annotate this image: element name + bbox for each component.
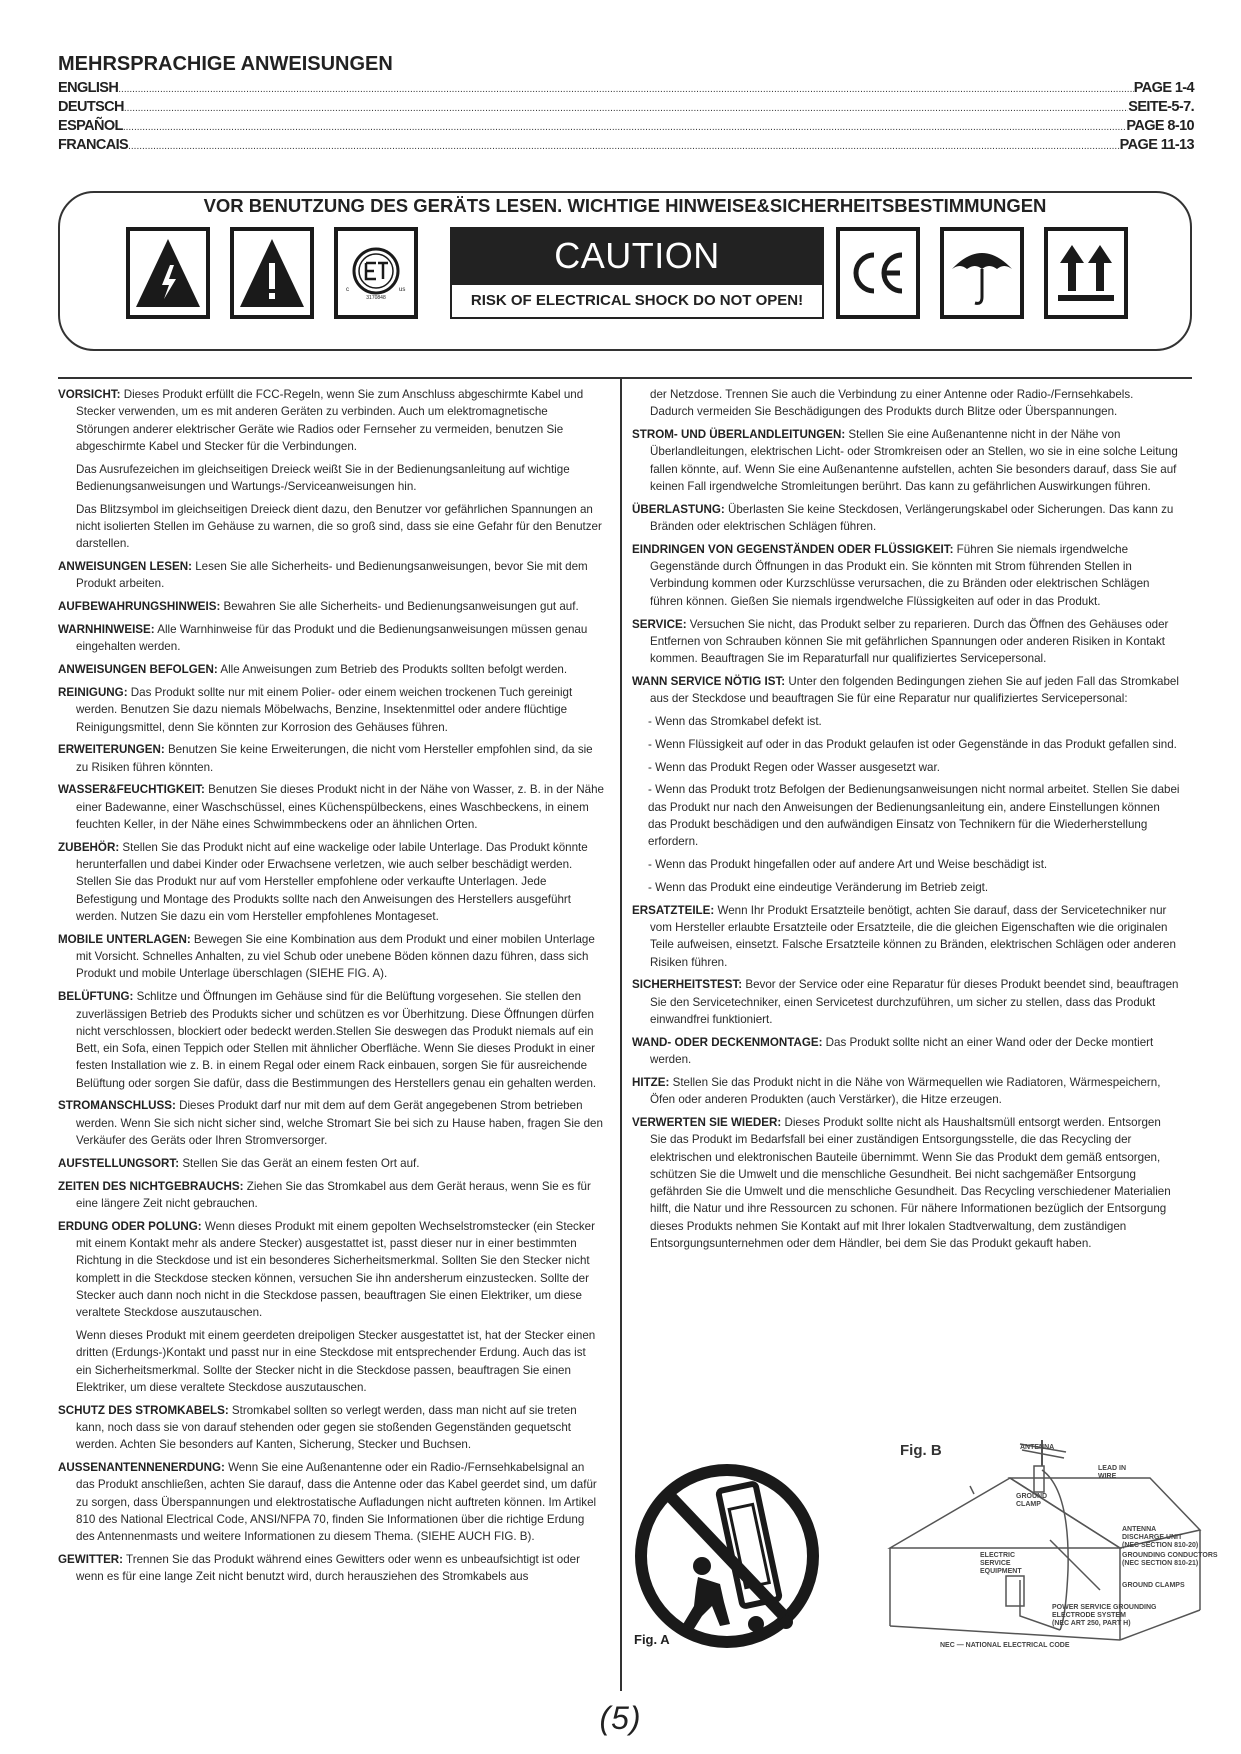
instruction-paragraph: VERWERTEN SIE WIEDER: Dieses Produkt sollte nicht als Haushaltsmüll entsorgt werden. Entsorgen Sie das Produkt im Bedarfsfall bei einer zuständigen Entsorgungsstelle, die das Recycling der elektrischen und elektronischen Bauteile übernimmt. Wenn Sie das Produkt dem gemäß entsorgen, schützen Sie die Umwelt und die menschliche Gesundheit. Bei nicht sachgemäßer Entsorgung gefährden Sie die Umwelt und die menschliche Gesundheit. Das Recycling verschiedener Materialien hilft, die Natur und ihre Ressourcen zu schonen. Für nähere Informationen bezüglich der Entsorgung dieses Produkts nehmen Sie Kontakt auf mit Ihrer lokalen Stadtverwaltung, dem zuständigen Entsorgungsunternehmen oder dem Händler, bei dem Sie das Produkt gekauft haben.: [632, 1115, 1171, 1251]
instruction-paragraph: MOBILE UNTERLAGEN: Bewegen Sie eine Kombination aus dem Produkt und einer mobilen Unterlage mit Vorsicht. Schnelles Anhalten, zu viel Schub oder unebene Böden können dazu führen, dass sich Produkt und mobile Unterlage überschlagen (SIEHE FIG. A).: [58, 932, 595, 981]
fig-b-label-discharge: ANTENNA DISCHARGE UNIT (NEC SECTION 810-20): [1122, 1526, 1199, 1549]
warning-title: VOR BENUTZUNG DES GERÄTS LESEN. WICHTIGE HINWEISE&SICHERHEITSBESTIMMUNGEN: [203, 195, 1047, 216]
instruction-paragraph: Wenn dieses Produkt mit einem geerdeten dreipoligen Stecker ausgestattet ist, hat der Stecker einen dritten (Erdungs-)Kontakt und passt nur in eine Steckdose mit entsprechender Erdung. Auch das ist ein Sicherheitsmerkmal. Sollte der Stecker nicht in die Steckdose passen, beauftragen Sie einen Elektriker, um diese veraltete Steckdose auszutauschen.: [76, 1329, 596, 1394]
fig-b-label-nec: NEC — NATIONAL ELECTRICAL CODE: [940, 1642, 1070, 1649]
instruction-paragraph: ÜBERLASTUNG: Überlasten Sie keine Steckdosen, Verlängerungskabel oder Sicherungen. Das kann zu Bränden oder elektrischen Schlägen führen.: [632, 502, 1174, 534]
instruction-paragraph: BELÜFTUNG: Schlitze und Öffnungen im Gehäuse sind für die Belüftung vorgesehen. Sie stellen den zuverlässigen Betrieb des Produkts sicher und schützen es vor Überhitzung. Diese Öffnungen dürfen nicht verschlossen, blockiert oder bedeckt werden.Stellen Sie deswegen das Produkt niemals auf ein Bett, ein Sofa, einen Teppich oder Stellen mit ähnlicher Oberfläche. Wenn Sie dieses Produkt in einer festen Installation wie z. B. in einem Regal oder einem Rack einbauen, sorgen Sie für ausreichende Belüftung oder sorgen Sie dafür, dass die Bestimmungen des Herstellers genau ein gehalten werden.: [58, 990, 597, 1090]
left-column: [58, 386, 604, 1591]
instruction-paragraph: Das Blitzsymbol im gleichseitigen Dreieck dient dazu, den Benutzer vor gefährlichen Spannungen an nicht isolierten Stellen im Gehäuse zu warnen, die so groß sind, dass sie eine Gefahr für den Benutzer darstellen.: [76, 502, 602, 551]
instruction-paragraph: STROM- UND ÜBERLANDLEITUNGEN: Stellen Sie eine Außenantenne nicht in der Nähe von Überlandleitungen, elektrischen Licht- oder Stromkreisen oder an Stellen, wo sie in eine solche Leitung fallen könnte, auf. Wenn Sie eine Außenantenne aufstellen, achten Sie besonders darauf, dass Sie auf keinen Fall irgendwelche Stromleitungen berührt. Das kann zu gefährlichen Auswirkungen führen.: [632, 428, 1178, 493]
instruction-paragraph: Das Ausrufezeichen im gleichseitigen Dreieck weißt Sie in der Bedienungsanleitung auf wichtige Bedienungsanweisungen und Wartungs-/Serviceanweisungen hin.: [76, 462, 570, 493]
instruction-paragraph: AUFSTELLUNGSORT: Stellen Sie das Gerät an einem festen Ort auf.: [58, 1156, 420, 1170]
instruction-paragraph: ERSATZTEILE: Wenn Ihr Produkt Ersatzteile benötigt, achten Sie darauf, dass der Servicetechniker nur vom Hersteller erlaubte Ersatzteile oder Ersatzteile, die die gleichen Eigenschaften wie die originalen Teile aufweisen, einsetzt. Falsche Ersatzteile können zu Bränden, elektrischen Schlägen oder anderen Risiken führen.: [632, 903, 1176, 969]
etl-right-mark: us: [399, 287, 406, 293]
instruction-paragraph: ZEITEN DES NICHTGEBRAUCHS: Ziehen Sie das Stromkabel aus dem Gerät heraus, wenn Sie es für eine längere Zeit nicht gebrauchen.: [58, 1179, 591, 1210]
instruction-paragraph: ZUBEHÖR: Stellen Sie das Produkt nicht auf eine wackelige oder labile Unterlage. Das Produkt könnte herunterfallen und dabei Kinder oder Erwachsene verletzen, wie auch selber beschädigt werden. Stellen Sie das Produkt nur auf vom Hersteller empfohlene oder verkaufte Unterlagen. Jede Befestigung und Montage des Produkts sollte nach den Anweisungen des Herstellers ausgeführt werden. Nutzen Sie dazu ein vom Hersteller empfohlenes Montageset.: [58, 840, 588, 924]
fig-b-label-electric: ELECTRIC SERVICE EQUIPMENT: [980, 1552, 1022, 1575]
ce-mark-icon: [836, 227, 920, 319]
toc-language: ESPAÑOL: [58, 118, 123, 134]
instruction-paragraph: HITZE: Stellen Sie das Produkt nicht in die Nähe von Wärmequellen wie Radiatoren, Wärmespeichern, Öfen oder anderen Produkten (auch Verstärker), die Hitze erzeugen.: [632, 1075, 1161, 1107]
fig-b-label-lead-in: LEAD IN WIRE: [1098, 1465, 1126, 1480]
instruction-paragraph: WARNHINWEISE: Alle Warnhinweise für das Produkt und die Bedienungsanweisungen müssen genau eingehalten werden.: [58, 623, 588, 654]
etl-listed-icon: [334, 227, 418, 319]
service-condition-item: - Wenn das Produkt hingefallen oder auf andere Art und Weise beschädigt ist.: [648, 858, 1048, 872]
service-condition-item: - Wenn das Stromkabel defekt ist.: [648, 715, 822, 729]
instruction-paragraph: SICHERHEITSTEST: Bevor der Service oder eine Reparatur für dieses Produkt beendet sind, beauftragen Sie den Servicetechniker, einen Servicetest durchzuführen, um sicher zu stellen, dass das Produkt einwandfrei funktioniert.: [632, 978, 1179, 1026]
instruction-paragraph: ERWEITERUNGEN: Benutzen Sie keine Erweiterungen, die nicht vom Hersteller empfohlen sind, da sie zu Risiken führen könnten.: [58, 743, 593, 774]
instruction-paragraph: STROMANSCHLUSS: Dieses Produkt darf nur mit dem auf dem Gerät angegebenen Strom betrieben werden. Wenn Sie sich nicht sicher sind, welche Stromart Sie bei sich zu Hause haben, fragen Sie den Verkäufer des Geräts oder Ihren Stromversorger.: [58, 1099, 603, 1148]
toc-leader: [124, 103, 1128, 114]
instruction-paragraph: AUSSENANTENNENERDUNG: Wenn Sie eine Außenantenne oder ein Radio-/Fernsehkabelsignal an das Produkt anschließen, achten Sie darauf, dass die Antenne oder das Kabel geerdet sind, um dafür zu sorgen, dass Überspannungen und elektrostatische Aufladungen nicht auftreten können. Im Artikel 810 des National Electrical Code, ANSI/NFPA 70, finden Sie Informationen über die richtige Erdung des Antennenmasts und weitere Informationen zu diesem Thema. (SIEHE AUCH FIG. B).: [58, 1461, 597, 1544]
cart-tipover-figure: [632, 1456, 822, 1656]
toc-page-ref: PAGE 11-13: [1119, 137, 1194, 153]
toc-row-espanol: [58, 118, 1194, 137]
toc-leader: [123, 122, 1127, 133]
fig-b-label-power: POWER SERVICE GROUNDING ELECTRODE SYSTEM (NEC ART 250, PART H): [1052, 1604, 1157, 1627]
etl-number: 3170848: [366, 295, 386, 301]
right-column: [632, 386, 1180, 1258]
etl-left-mark: c: [346, 287, 349, 293]
fig-b-label: Fig. B: [900, 1442, 942, 1459]
service-condition-item: - Wenn das Produkt trotz Befolgen der Bedienungsanweisungen nicht normal arbeitet. Stellen Sie dabei das Produkt nur nach den Anweisungen der Bedienungsanleitung ein, andere Einstellungen können das Produkt beschädigen und den aufwändigen Einsatz von Technikern für die Wiederherstellung erfordern.: [648, 783, 1180, 849]
exclamation-warning-icon: [230, 227, 314, 319]
column-divider: [620, 379, 622, 1691]
toc-leader: [118, 84, 1134, 95]
safety-warning-box: [58, 191, 1192, 351]
fig-b-label-antenna: ANTENNA: [1020, 1444, 1055, 1451]
instruction-paragraph: der Netzdose. Trennen Sie auch die Verbindung zu einer Antenne oder Radio-/Fernsehkabels. Dadurch vermeiden Sie Beschädigungen des Produkts durch Blitze oder Überspannungen.: [650, 388, 1134, 419]
toc-leader: [128, 141, 1120, 152]
instruction-paragraph: AUFBEWAHRUNGSHINWEIS: Bewahren Sie alle Sicherheits- und Bedienungsanweisungen gut auf.: [58, 600, 579, 614]
lightning-warning-icon: [126, 227, 210, 319]
antenna-grounding-figure: [870, 1430, 1210, 1670]
toc-row-deutsch: [58, 99, 1194, 118]
caution-subtext: RISK OF ELECTRICAL SHOCK DO NOT OPEN!: [450, 285, 824, 319]
service-condition-item: - Wenn Flüssigkeit auf oder in das Produkt gelaufen ist oder Gegenstände in das Produkt gefallen sind.: [648, 737, 1177, 751]
document-title: MEHRSPRACHIGE ANWEISUNGEN: [58, 53, 393, 75]
service-condition-item: - Wenn das Produkt eine eindeutige Veränderung im Betrieb zeigt.: [648, 880, 989, 894]
toc-row-francais: [58, 137, 1194, 156]
toc-page-ref: PAGE 1-4: [1133, 80, 1194, 96]
toc-language: DEUTSCH: [58, 99, 124, 115]
page-number: (5): [599, 1700, 642, 1736]
fig-a-label: Fig. A: [634, 1632, 670, 1647]
instruction-paragraph: ANWEISUNGEN BEFOLGEN: Alle Anweisungen zum Betrieb des Produkts sollten befolgt werden.: [58, 663, 568, 677]
section-divider: [58, 377, 1192, 379]
instruction-paragraph: SCHUTZ DES STROMKABELS: Stromkabel sollten so verlegt werden, dass man nicht auf sie treten kann, noch dass sie von darauf stehenden oder gegen sie stoßenden Gegenständen gequetscht werden. Achten Sie besonders auf Kanten, Sicherung, Stecker und Buchsen.: [58, 1403, 577, 1452]
toc-page-ref: PAGE 8-10: [1126, 118, 1194, 134]
toc-row-english: [58, 80, 1194, 99]
instruction-paragraph: WAND- ODER DECKENMONTAGE: Das Produkt sollte nicht an einer Wand oder der Decke montiert werden.: [632, 1035, 1154, 1067]
fig-b-label-conductors: GROUNDING CONDUCTORS (NEC SECTION 810-21): [1122, 1552, 1218, 1567]
instruction-paragraph: ERDUNG ODER POLUNG: Wenn dieses Produkt mit einem gepolten Wechselstromstecker (ein Stecker mit einem Kontakt mehr als andere Stecker) ausgestattet ist, passt dieser nur in einer bestimmten Richtung in die Steckdose und ist ein besonderes Sicherheitsmerkmal. Sollten Sie den Stecker nicht komplett in die Steckdose stecken können, versuchen Sie ihn andersherum einzustecken. Sollte der Stecker auch dann noch nicht in die Steckdose passen, beauftragen Sie einen Elektriker, um diese veraltete Steckdose auszutauschen.: [58, 1219, 595, 1320]
fig-b-label-ground-clamps: GROUND CLAMPS: [1122, 1582, 1185, 1589]
instruction-paragraph: GEWITTER: Trennen Sie das Produkt während eines Gewitters oder wenn es unbeaufsichtigt ist oder wenn es für eine lange Zeit nicht benutzt wird, durch herausziehen des Stromkabels aus: [58, 1553, 580, 1584]
language-index: [58, 80, 1194, 156]
instruction-paragraph: WANN SERVICE NÖTIG IST: Unter den folgenden Bedingungen ziehen Sie auf jeden Fall das Stromkabel aus der Steckdose und beauftragen Sie für eine Reparatur nur qualifiziertes Servicepersonal:: [632, 674, 1179, 706]
fig-b-label-ground-clamp: GROUND CLAMP: [1016, 1493, 1048, 1508]
caution-heading: CAUTION: [450, 227, 824, 285]
keep-dry-umbrella-icon: [940, 227, 1024, 319]
instruction-paragraph: REINIGUNG: Das Produkt sollte nur mit einem Polier- oder einem weichen trockenen Tuch gereinigt werden. Benutzen Sie dazu niemals Möbelwachs, Benzine, Insektenmittel oder andere flüchtige Reinigungsmittel, denn Sie könnten zur Korrosion des Gehäuses führen.: [58, 685, 573, 734]
instruction-paragraph: VORSICHT: Dieses Produkt erfüllt die FCC-Regeln, wenn Sie zum Anschluss abgeschirmte Kabel und Stecker verwenden, um es mit anderen Geräten zu verbinden. Auch um elektromagnetische Störungen anderer elektrischer Geräte wie Radios oder Fernseher zu vermeiden, benutzen Sie abgeschirmte Kabel und Stecker für die Verbindungen.: [58, 388, 584, 453]
service-condition-item: - Wenn das Produkt Regen oder Wasser ausgesetzt war.: [648, 760, 940, 774]
instruction-paragraph: ANWEISUNGEN LESEN: Lesen Sie alle Sicherheits- und Bedienungsanweisungen, bevor Sie mit dem Produkt arbeiten.: [58, 560, 588, 591]
instruction-paragraph: EINDRINGEN VON GEGENSTÄNDEN ODER FLÜSSIGKEIT: Führen Sie niemals irgendwelche Gegenstände durch Öffnungen in das Produkt ein. Sie könnten mit Strom führenden Stellen in Verbindung kommen oder Kurzschlüsse verursachen, die zu Bränden oder elektrischen Schlägen führen können. Gießen Sie niemals irgendwelche Flüssigkeiten auf oder in das Produkt.: [632, 542, 1150, 608]
toc-language: FRANCAIS: [58, 137, 129, 153]
instruction-paragraph: WASSER&FEUCHTIGKEIT: Benutzen Sie dieses Produkt nicht in der Nähe von Wasser, z. B. in der Nähe einer Badewanne, einer Waschschüssel, eines Küchenspülbeckens, eines Waschbeckens, in einem feuchten Keller, in der Nähe eines Schwimmbeckens oder an ähnlichen Orten.: [58, 783, 604, 832]
instruction-paragraph: SERVICE: Versuchen Sie nicht, das Produkt selber zu reparieren. Durch das Öffnen des Gehäuses oder Entfernen von Schrauben können Sie mit gefährlichen Spannungen oder anderen Risiken in Kontakt kommen. Beauftragen Sie im Reparaturfall nur qualifiziertes Servicepersonal.: [632, 617, 1169, 666]
toc-page-ref: SEITE-5-7.: [1128, 99, 1194, 115]
toc-language: ENGLISH: [58, 80, 119, 96]
this-way-up-icon: [1044, 227, 1128, 319]
caution-label: [450, 227, 824, 319]
